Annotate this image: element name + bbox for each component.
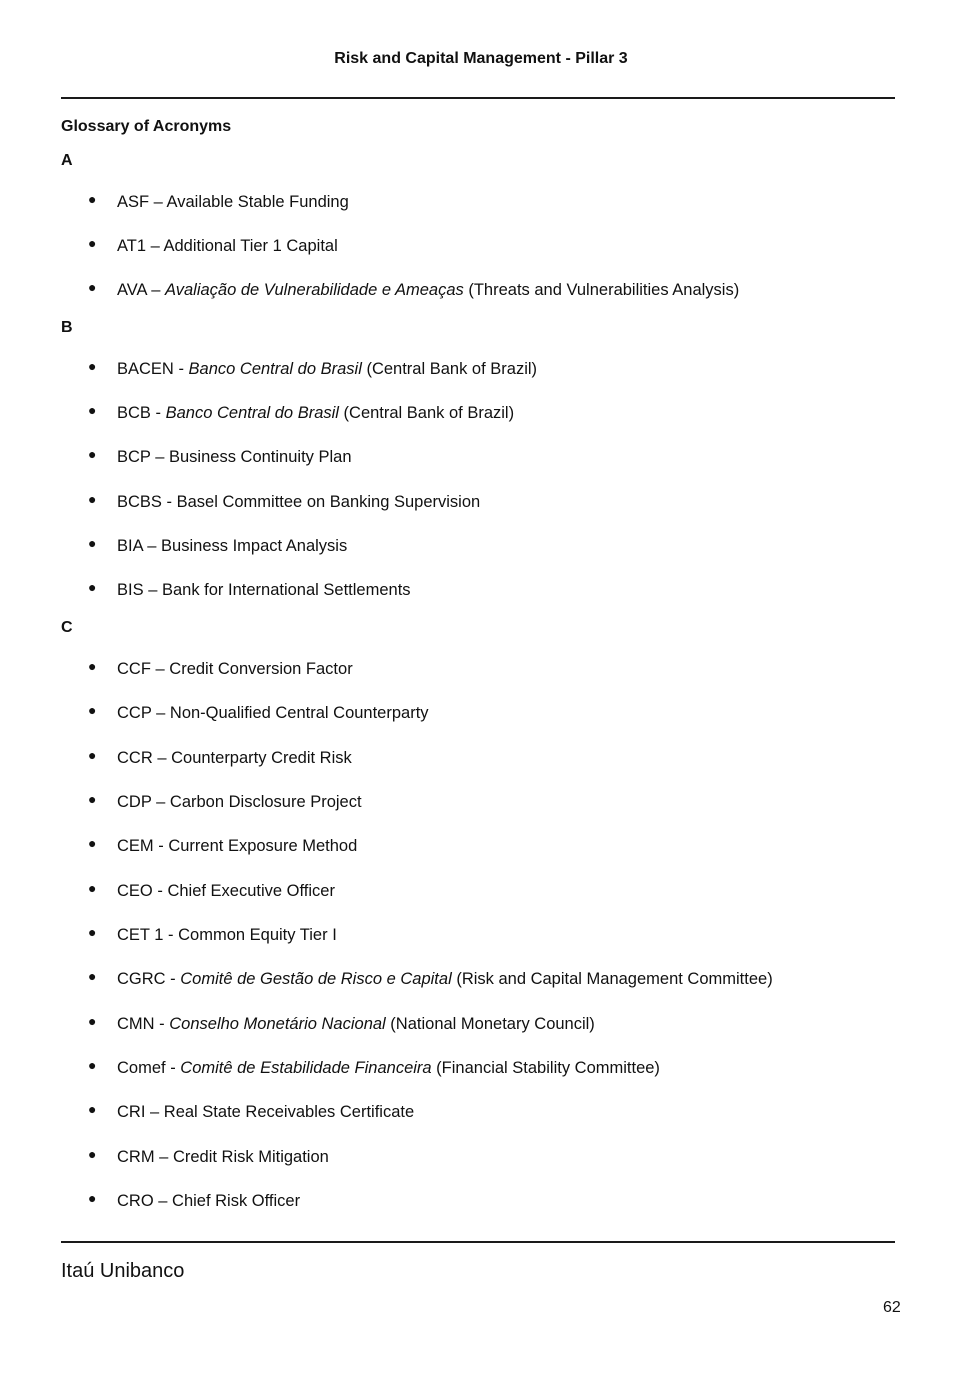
acronym: ASF <box>117 193 150 211</box>
portuguese-term: Banco Central do Brasil <box>188 360 362 378</box>
acronym-description: Business Impact Analysis <box>161 537 348 555</box>
bullet-icon: ● <box>88 579 97 595</box>
bullet-icon: ● <box>88 1057 97 1073</box>
acronym-description: Counterparty Credit Risk <box>171 749 352 767</box>
list-item: ● BCP – Business Continuity Plan <box>88 446 352 468</box>
bullet-icon: ● <box>88 880 97 896</box>
bullet-icon: ● <box>88 968 97 984</box>
section-letter-b: B <box>61 319 73 336</box>
acronym: BACEN <box>117 360 174 378</box>
acronym: CEM <box>117 837 154 855</box>
acronym: BCP <box>117 448 151 466</box>
bullet-icon: ● <box>88 1190 97 1206</box>
page-number: 62 <box>883 1299 901 1316</box>
list-item: ● BIS – Bank for International Settlements <box>88 579 411 601</box>
acronym-description: (National Monetary Council) <box>385 1015 595 1033</box>
list-item: ● CMN - Conselho Monetário Nacional (National Monetary Council) <box>88 1013 595 1035</box>
acronym: CET 1 <box>117 926 164 944</box>
section-letter-c: C <box>61 619 73 636</box>
portuguese-term: Banco Central do Brasil <box>165 404 339 422</box>
bullet-icon: ● <box>88 358 97 374</box>
acronym: AT1 <box>117 237 147 255</box>
bullet-icon: ● <box>88 658 97 674</box>
acronym-description: Chief Executive Officer <box>167 882 335 900</box>
bullet-icon: ● <box>88 535 97 551</box>
bullet-icon: ● <box>88 491 97 507</box>
bullet-icon: ● <box>88 924 97 940</box>
acronym-description: Basel Committee on Banking Supervision <box>176 493 481 511</box>
acronym-description: Real State Receivables Certificate <box>163 1103 415 1121</box>
list-item: ● BCBS - Basel Committee on Banking Supervision <box>88 491 480 513</box>
acronym: CRO <box>117 1192 154 1210</box>
list-item: ● ASF – Available Stable Funding <box>88 191 349 213</box>
list-item: ● CRO – Chief Risk Officer <box>88 1190 300 1212</box>
bullet-icon: ● <box>88 702 97 718</box>
acronym-description: Non-Qualified Central Counterparty <box>169 704 429 722</box>
list-item: ● CCP – Non-Qualified Central Counterparty <box>88 702 429 724</box>
acronym: AVA <box>117 281 147 299</box>
acronym-description: (Financial Stability Committee) <box>431 1059 660 1077</box>
acronym: CRM <box>117 1148 155 1166</box>
list-item: ● BIA – Business Impact Analysis <box>88 535 347 557</box>
list-item: ● AVA – Avaliação de Vulnerabilidade e Ameaças (Threats and Vulnerabilities Analysis) <box>88 279 739 301</box>
bullet-icon: ● <box>88 191 97 207</box>
list-item: ● CDP – Carbon Disclosure Project <box>88 791 362 813</box>
footer-brand: Itaú Unibanco <box>61 1260 185 1282</box>
acronym-description: Common Equity Tier I <box>178 926 337 944</box>
acronym-description: (Risk and Capital Management Committee) <box>451 970 773 988</box>
acronym-description: Available Stable Funding <box>166 193 349 211</box>
footer-rule <box>61 1241 895 1243</box>
list-item: ● Comef - Comitê de Estabilidade Financeira (Financial Stability Committee) <box>88 1057 660 1079</box>
portuguese-term: Avaliação de Vulnerabilidade e Ameaças <box>165 281 464 299</box>
list-item: ● CCR – Counterparty Credit Risk <box>88 747 352 769</box>
acronym: CCF <box>117 660 151 678</box>
acronym-description: (Threats and Vulnerabilities Analysis) <box>463 281 740 299</box>
list-item: ● BACEN - Banco Central do Brasil (Central Bank of Brazil) <box>88 358 537 380</box>
section-letter-a: A <box>61 152 73 169</box>
acronym: CRI <box>117 1103 146 1121</box>
acronym: BCB <box>117 404 151 422</box>
bullet-icon: ● <box>88 1146 97 1162</box>
bullet-icon: ● <box>88 1013 97 1029</box>
acronym-description: (Central Bank of Brazil) <box>338 404 515 422</box>
list-item: ● CRM – Credit Risk Mitigation <box>88 1146 329 1168</box>
list-item: ● AT1 – Additional Tier 1 Capital <box>88 235 338 257</box>
acronym: CDP <box>117 793 152 811</box>
bullet-icon: ● <box>88 446 97 462</box>
acronym-description: Carbon Disclosure Project <box>169 793 362 811</box>
acronym: CGRC <box>117 970 166 988</box>
list-item: ● CET 1 - Common Equity Tier I <box>88 924 337 946</box>
acronym: BCBS <box>117 493 162 511</box>
portuguese-term: Comitê de Estabilidade Financeira <box>180 1059 432 1077</box>
list-item: ● CEM - Current Exposure Method <box>88 835 357 857</box>
bullet-icon: ● <box>88 835 97 851</box>
acronym-description: Credit Conversion Factor <box>169 660 353 678</box>
portuguese-term: Conselho Monetário Nacional <box>169 1015 386 1033</box>
acronym-description: Credit Risk Mitigation <box>172 1148 329 1166</box>
acronym: Comef <box>117 1059 166 1077</box>
acronym-description: Bank for International Settlements <box>161 581 411 599</box>
list-item: ● CCF – Credit Conversion Factor <box>88 658 353 680</box>
acronym: CMN <box>117 1015 155 1033</box>
glossary-title: Glossary of Acronyms <box>61 118 232 135</box>
page-header-title: Risk and Capital Management - Pillar 3 <box>334 50 628 67</box>
acronym-description: Business Continuity Plan <box>169 448 352 466</box>
portuguese-term: Comitê de Gestão de Risco e Capital <box>180 970 452 988</box>
bullet-icon: ● <box>88 1101 97 1117</box>
acronym: CCP <box>117 704 152 722</box>
list-item: ● CRI – Real State Receivables Certificate <box>88 1101 414 1123</box>
acronym: BIA <box>117 537 143 555</box>
list-item: ● CEO - Chief Executive Officer <box>88 880 335 902</box>
bullet-icon: ● <box>88 791 97 807</box>
bullet-icon: ● <box>88 402 97 418</box>
acronym-description: Current Exposure Method <box>168 837 358 855</box>
bullet-icon: ● <box>88 747 97 763</box>
acronym-description: Chief Risk Officer <box>172 1192 301 1210</box>
acronym-description: Additional Tier 1 Capital <box>163 237 338 255</box>
acronym: CEO <box>117 882 153 900</box>
bullet-icon: ● <box>88 235 97 251</box>
list-item: ● BCB - Banco Central do Brasil (Central Bank of Brazil) <box>88 402 514 424</box>
acronym: CCR <box>117 749 153 767</box>
list-item: ● CGRC - Comitê de Gestão de Risco e Capital (Risk and Capital Management Committee) <box>88 968 773 990</box>
acronym: BIS <box>117 581 144 599</box>
acronym-description: (Central Bank of Brazil) <box>361 360 538 378</box>
header-rule <box>61 97 895 99</box>
bullet-icon: ● <box>88 279 97 295</box>
